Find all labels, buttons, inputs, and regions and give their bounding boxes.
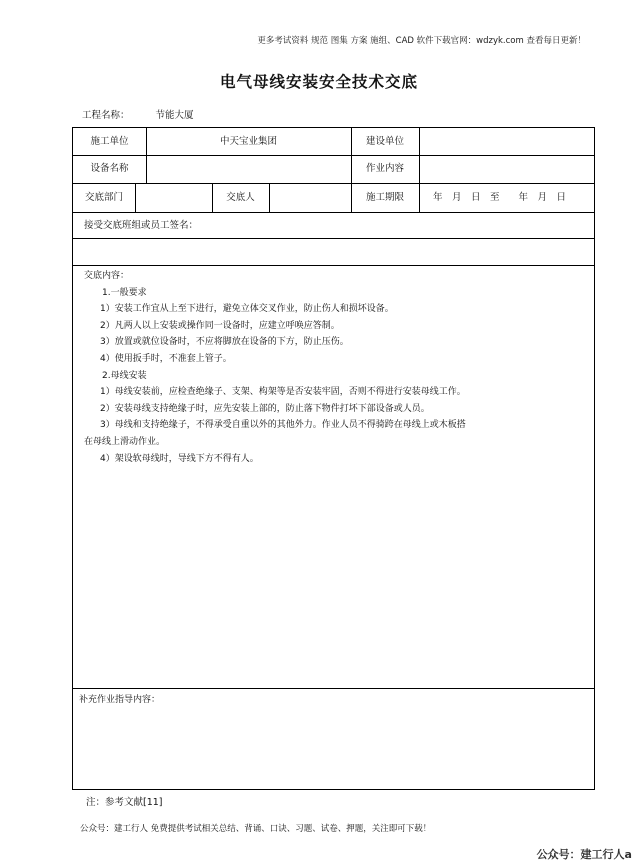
project-name	[82, 107, 194, 121]
content-line: 2）凡两人以上安装或操作同一设备时，应建立呼唤应答制。	[100, 320, 340, 331]
reference-note: 注：参考文献[11]	[86, 797, 163, 808]
period-value[interactable]: 年 月 日 至 年 月 日	[433, 192, 567, 203]
row-divider	[73, 688, 594, 689]
project-value: 节能大厦	[155, 110, 194, 121]
col-divider	[419, 128, 420, 212]
row-divider	[73, 265, 594, 266]
content-line: 4）使用扳手时，不准套上管子。	[100, 353, 232, 364]
content-line: 3）母线和支持绝缘子，不得承受自重以外的其他外力。作业人员不得骑跨在母线上或木板搭	[100, 420, 466, 431]
watermark-text: 公众号：建工行人a	[536, 848, 632, 861]
construction-unit-value[interactable]: 中天宝业集团	[219, 136, 277, 147]
content-line: 3）放置或就位设备时，不应将脚放在设备的下方，防止压伤。	[100, 337, 349, 348]
person-label: 交底人	[226, 192, 255, 203]
equipment-label: 设备名称	[90, 163, 129, 174]
dept-label: 交底部门	[84, 192, 123, 203]
content-line: 2）安装母线支持绝缘子时，应先安装上部的，防止落下物件打坏下部设备或人员。	[100, 403, 430, 414]
document-title: 电气母线安装安全技术交底	[219, 73, 418, 91]
project-label: 工程名称：	[82, 110, 130, 121]
supplement-label: 补充作业指导内容：	[79, 695, 161, 705]
content-line: 1）安装工作宜从上至下进行，避免立体交叉作业，防止伤人和损坏设备。	[100, 304, 394, 315]
footer-note: 公众号：建工行人 免费提供考试相关总结、背诵、口诀、习题、试卷、押题，关注即可下载！	[80, 824, 432, 834]
content-label: 交底内容：	[84, 271, 130, 281]
content-line: 1.一般要求	[102, 287, 147, 298]
content-line: 在母线上滑动作业。	[84, 436, 166, 447]
row-divider	[73, 183, 594, 184]
content-line: 1）母线安装前，应检查绝缘子、支架、构架等是否安装牢固，否则不得进行安装母线工作。	[100, 387, 466, 398]
construction-unit-label: 施工单位	[90, 136, 129, 147]
header-note: 更多考试资料 规范 图集 方案 施组、CAD 软件下载官网：wdzyk.com 查看每日更新！	[257, 36, 586, 46]
work-content-label: 作业内容	[365, 163, 404, 174]
row-divider	[73, 238, 594, 239]
period-label: 施工期限	[365, 192, 404, 203]
build-unit-label: 建设单位	[365, 136, 404, 147]
disclosure-content	[84, 268, 466, 467]
content-line: 4）架设软母线时，导线下方不得有人。	[100, 453, 259, 464]
col-divider	[135, 183, 136, 212]
content-line: 2.母线安装	[102, 370, 147, 381]
row-divider	[73, 212, 594, 213]
signature-label: 接受交底班组或员工签名：	[84, 220, 199, 231]
row-divider	[73, 155, 594, 156]
col-divider	[269, 183, 270, 212]
